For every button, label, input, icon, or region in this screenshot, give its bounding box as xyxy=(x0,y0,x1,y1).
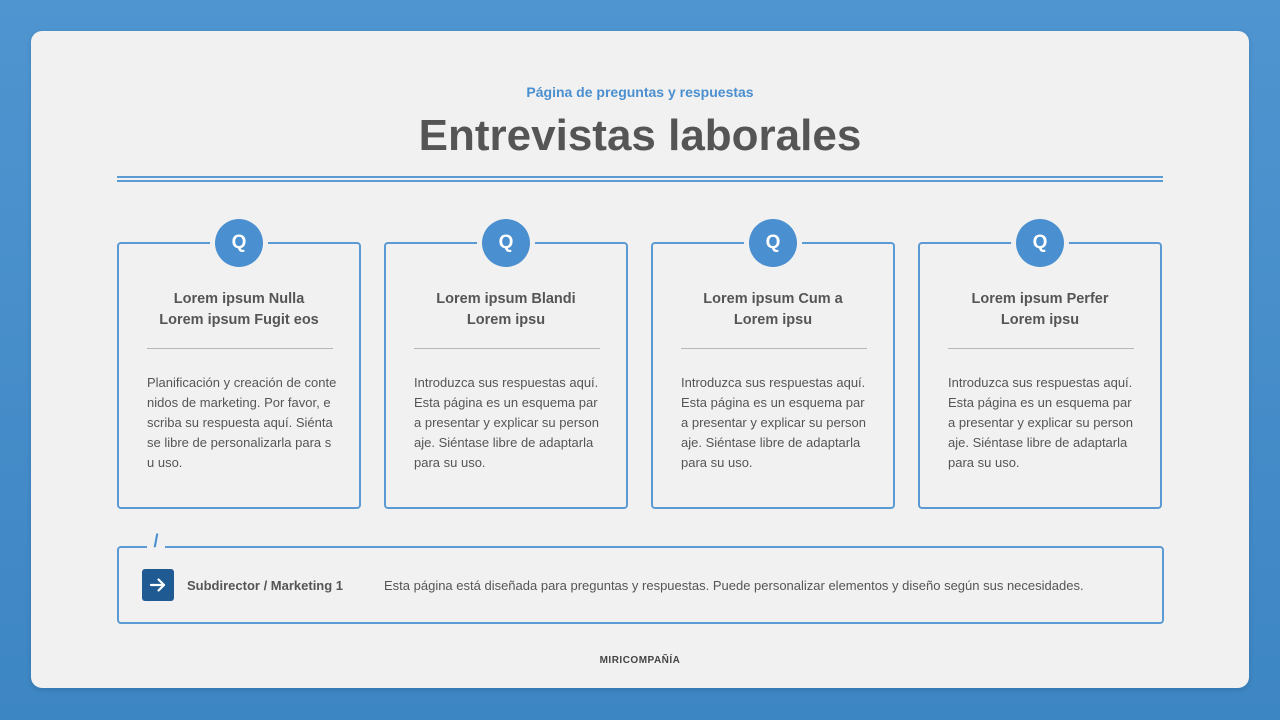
card-body: Introduzca sus respuestas aquí. Esta página es un esquema para presentar y explicar su personaje. Siéntase libre de adaptarla para su uso. xyxy=(948,375,1133,470)
question-card-4[interactable] xyxy=(918,232,1162,509)
card-divider xyxy=(948,348,1134,349)
q-badge: Q xyxy=(749,219,797,267)
card-title-line1: Lorem ipsum Perfer xyxy=(971,291,1109,307)
card-title-line2: Lorem ipsu xyxy=(1000,312,1080,328)
footer-info-box xyxy=(117,531,1164,624)
card-title-line1: Lorem ipsum Blandi xyxy=(436,291,576,307)
page-subtitle: Página de preguntas y respuestas xyxy=(526,84,754,100)
q-badge: Q xyxy=(482,219,530,267)
card-divider xyxy=(681,348,867,349)
slide-canvas xyxy=(31,31,1249,688)
question-card-1[interactable] xyxy=(117,232,361,509)
page-title: Entrevistas laborales xyxy=(418,111,862,160)
card-title-line1: Lorem ipsum Cum a xyxy=(703,291,843,307)
q-badge: Q xyxy=(1016,219,1064,267)
card-title-line2: Lorem ipsum Fugit eos xyxy=(159,312,319,328)
q-badge: Q xyxy=(215,219,263,267)
card-title-line2: Lorem ipsu xyxy=(466,312,546,328)
card-title xyxy=(406,289,606,331)
card-title xyxy=(940,289,1140,331)
footer-description: Esta página está diseñada para preguntas y respuestas. Puede personalizar elementos y diseño según sus necesidades. xyxy=(384,578,1084,593)
footer-role-label: Subdirector / Marketing 1 xyxy=(187,578,344,593)
card-title-line2: Lorem ipsu xyxy=(733,312,813,328)
question-card-3[interactable] xyxy=(651,232,895,509)
card-body: Introduzca sus respuestas aquí. Esta página es un esquema para presentar y explicar su personaje. Siéntase libre de adaptarla para su uso. xyxy=(681,375,866,470)
card-body: Introduzca sus respuestas aquí. Esta página es un esquema para presentar y explicar su personaje. Siéntase libre de adaptarla para su uso. xyxy=(414,375,599,470)
question-cards xyxy=(117,232,1164,510)
title-divider xyxy=(117,176,1163,182)
card-divider xyxy=(414,348,600,349)
card-title-line1: Lorem ipsum Nulla xyxy=(173,291,305,307)
arrow-button[interactable] xyxy=(142,569,174,601)
card-title xyxy=(139,289,339,331)
slash-mark: / xyxy=(147,531,165,551)
card-title xyxy=(673,289,873,331)
card-body: Planificación y creación de contenidos de marketing. Por favor, escriba su respuesta aquí. Siéntase libre de personalizarla para su uso. xyxy=(147,375,337,470)
card-divider xyxy=(147,348,333,349)
arrow-right-icon xyxy=(149,576,167,594)
company-logo-text: MIRICOMPAÑÍA xyxy=(599,655,681,666)
question-card-2[interactable] xyxy=(384,232,628,509)
